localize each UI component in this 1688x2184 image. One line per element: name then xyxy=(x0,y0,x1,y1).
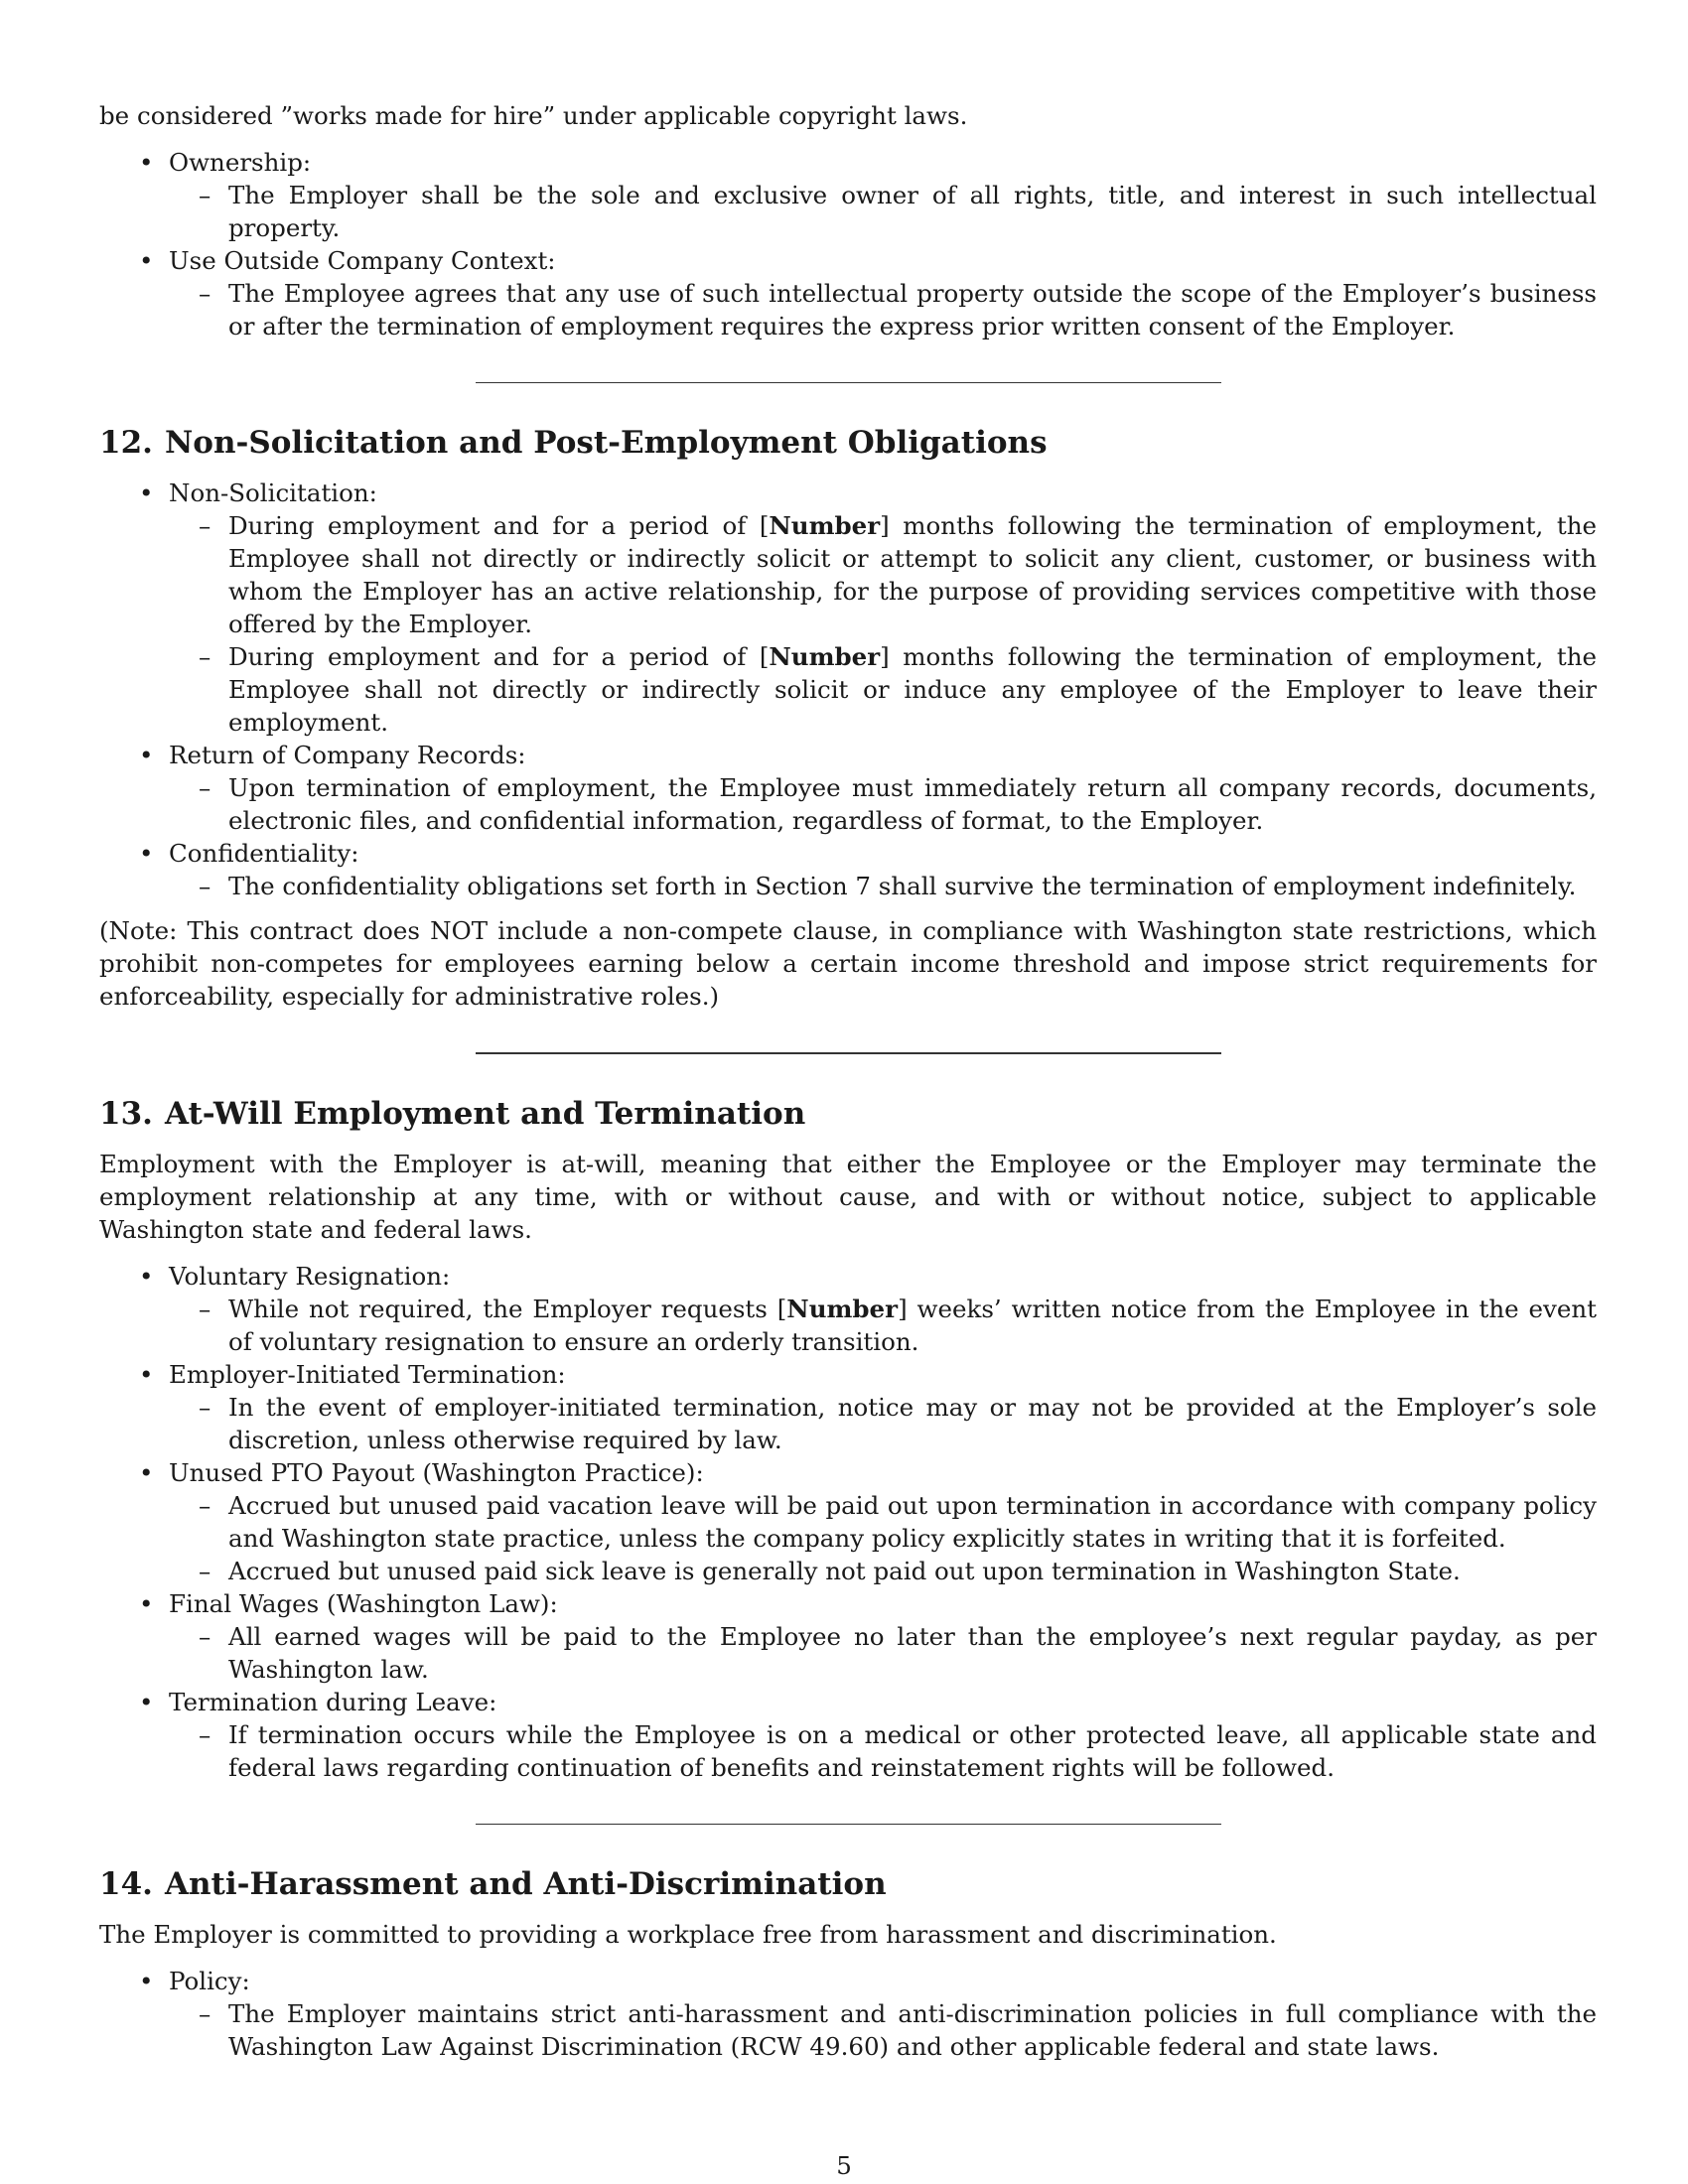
list-item xyxy=(99,1260,1597,1358)
dash-icon: – xyxy=(199,181,211,209)
section-number: 13. xyxy=(99,1096,153,1132)
dash-icon: – xyxy=(199,773,211,802)
sub-item xyxy=(169,179,1597,244)
dash-icon: – xyxy=(199,872,211,900)
dash-icon: – xyxy=(199,1295,211,1323)
list-item-label: Return of Company Records: xyxy=(169,741,526,769)
bullet-icon: • xyxy=(139,1589,154,1618)
dash-icon: – xyxy=(199,1557,211,1585)
section-divider xyxy=(476,1824,1221,1825)
intro-list xyxy=(99,146,1597,342)
sub-item-text: Accrued but unused paid sick leave is generally not paid out upon termination in Washington State. xyxy=(228,1557,1461,1585)
section-heading-13 xyxy=(99,1094,1597,1134)
section-12-note: (Note: This contract does NOT include a non-compete clause, in compliance with Washington state restrictions, which prohibit non-competes for employees earning below a certain income threshold and impose strict requirements for enforceability, especially for administrative roles.) xyxy=(99,916,1597,1011)
list-item-label: Non-Solicitation: xyxy=(169,478,377,507)
sub-item xyxy=(169,1997,1597,2063)
list-item-label: Voluntary Resignation: xyxy=(169,1262,451,1291)
list-item xyxy=(99,837,1597,902)
sub-item-text: Upon termination of employment, the Employee must immediately return all company records, documents, electronic files, and confidential information, regardless of format, to the Employer. xyxy=(228,773,1597,835)
sub-item xyxy=(169,1391,1597,1456)
list-item-label: Termination during Leave: xyxy=(169,1688,497,1716)
bullet-icon: • xyxy=(139,1688,154,1716)
sub-item xyxy=(169,1555,1597,1587)
bullet-icon: • xyxy=(139,246,154,275)
list-item-label: Policy: xyxy=(169,1967,250,1995)
dash-icon: – xyxy=(199,1999,211,2028)
sub-item-text: In the event of employer-initiated termination, notice may or may not be provided at the Employer’s sole discretion, unless otherwise required by law. xyxy=(228,1393,1597,1454)
sub-item-text: The confidentiality obligations set forth in Section 7 shall survive the termination of employment indefinitely. xyxy=(228,872,1577,900)
intro-line: be considered ”works made for hire” under applicable copyright laws. xyxy=(99,101,968,130)
section-14-list xyxy=(99,1965,1597,2063)
sub-item: – While not required, the Employer requests [Number] weeks’ written notice from the Employee in the event of voluntary resignation to ensure an orderly transition. xyxy=(199,1295,1597,1356)
dash-icon: – xyxy=(199,1622,211,1651)
sub-item-text: If termination occurs while the Employee is on a medical or other protected leave, all applicable state and federal laws regarding continuation of benefits and reinstatement rights will be followed. xyxy=(228,1720,1597,1782)
sub-item-text: Accrued but unused paid vacation leave will be paid out upon termination in accordance with company policy and Washington state practice, unless the company policy explicitly states in writing that it is forfeited. xyxy=(228,1491,1597,1553)
list-item xyxy=(99,1456,1597,1587)
section-divider xyxy=(476,1052,1221,1054)
list-item-label: Use Outside Company Context: xyxy=(169,246,556,275)
bullet-icon: • xyxy=(139,741,154,769)
section-13-list xyxy=(99,1260,1597,1784)
list-item-label: Employer-Initiated Termination: xyxy=(169,1360,566,1389)
sub-item xyxy=(169,1489,1597,1555)
list-item-label: Final Wages (Washington Law): xyxy=(169,1589,558,1618)
sub-item xyxy=(169,870,1597,902)
section-title: Anti-Harassment and Anti-Discrimination xyxy=(164,1866,887,1902)
list-item xyxy=(99,1686,1597,1784)
list-item-label: Unused PTO Payout (Washington Practice): xyxy=(169,1458,704,1487)
placeholder-number: Number xyxy=(769,642,881,671)
list-item xyxy=(99,146,1597,244)
section-14-intro: The Employer is committed to providing a workplace free from harassment and discrimination. xyxy=(99,1920,1277,1949)
sub-item-text: The Employer shall be the sole and exclusive owner of all rights, title, and interest in such intellectual property. xyxy=(228,181,1597,242)
section-heading-14 xyxy=(99,1864,1597,1904)
list-item-label: Confidentiality: xyxy=(169,839,359,868)
sub-item xyxy=(169,277,1597,342)
placeholder-number: Number xyxy=(769,511,881,540)
sub-item-text: All earned wages will be paid to the Employee no later than the employee’s next regular payday, as per Washington law. xyxy=(228,1622,1597,1684)
dash-icon: – xyxy=(199,1393,211,1422)
sub-item xyxy=(169,771,1597,837)
sub-item: – During employment and for a period of [Number] months following the termination of employment, the Employee shall not directly or indirectly solicit or induce any employee of the Employer to leave their employment. xyxy=(199,642,1597,737)
section-number: 14. xyxy=(99,1866,153,1902)
dash-icon: – xyxy=(199,279,211,308)
placeholder-number: Number xyxy=(786,1295,899,1323)
sub-item-text: The Employer maintains strict anti-harassment and anti-discrimination policies in full compliance with the Washington Law Against Discrimination (RCW 49.60) and other applicable federal and state laws. xyxy=(228,1999,1597,2061)
sub-item xyxy=(169,1718,1597,1784)
dash-icon: – xyxy=(199,1491,211,1520)
list-item xyxy=(99,244,1597,342)
bullet-icon: • xyxy=(139,1458,154,1487)
page-number: 5 xyxy=(836,2151,852,2180)
sub-item xyxy=(169,1620,1597,1686)
dash-icon: – xyxy=(199,1720,211,1749)
section-title: At-Will Employment and Termination xyxy=(164,1096,806,1132)
list-item xyxy=(99,1358,1597,1456)
section-number: 12. xyxy=(99,425,153,461)
bullet-icon: • xyxy=(139,148,154,177)
dash-icon: – xyxy=(199,511,211,540)
list-item xyxy=(99,739,1597,837)
bullet-icon: • xyxy=(139,1262,154,1291)
list-item-label: Ownership: xyxy=(169,148,312,177)
list-item xyxy=(99,477,1597,739)
bullet-icon: • xyxy=(139,839,154,868)
sub-item: – During employment and for a period of [Number] months following the termination of employment, the Employee shall not directly or indirectly solicit or attempt to solicit any client, customer, or business with whom the Employer has an active relationship, for the purpose of providing services competitive with those offered by the Employer. xyxy=(199,511,1597,638)
section-13-intro: Employment with the Employer is at-will, meaning that either the Employee or the Employer may terminate the employment relationship at any time, with or without cause, and with or without notice, subject to applicable Washington state and federal laws. xyxy=(99,1150,1597,1244)
section-title: Non-Solicitation and Post-Employment Obligations xyxy=(164,425,1048,461)
section-divider xyxy=(476,382,1221,383)
bullet-icon: • xyxy=(139,1360,154,1389)
section-heading-12 xyxy=(99,423,1597,463)
list-item xyxy=(99,1587,1597,1686)
sub-item-text: The Employee agrees that any use of such intellectual property outside the scope of the Employer’s business or after the termination of employment requires the express prior written consent of the Employer. xyxy=(228,279,1597,341)
section-12-list xyxy=(99,477,1597,902)
dash-icon: – xyxy=(199,642,211,671)
bullet-icon: • xyxy=(139,1967,154,1995)
bullet-icon: • xyxy=(139,478,154,507)
document-page xyxy=(99,99,1597,2063)
list-item xyxy=(99,1965,1597,2063)
